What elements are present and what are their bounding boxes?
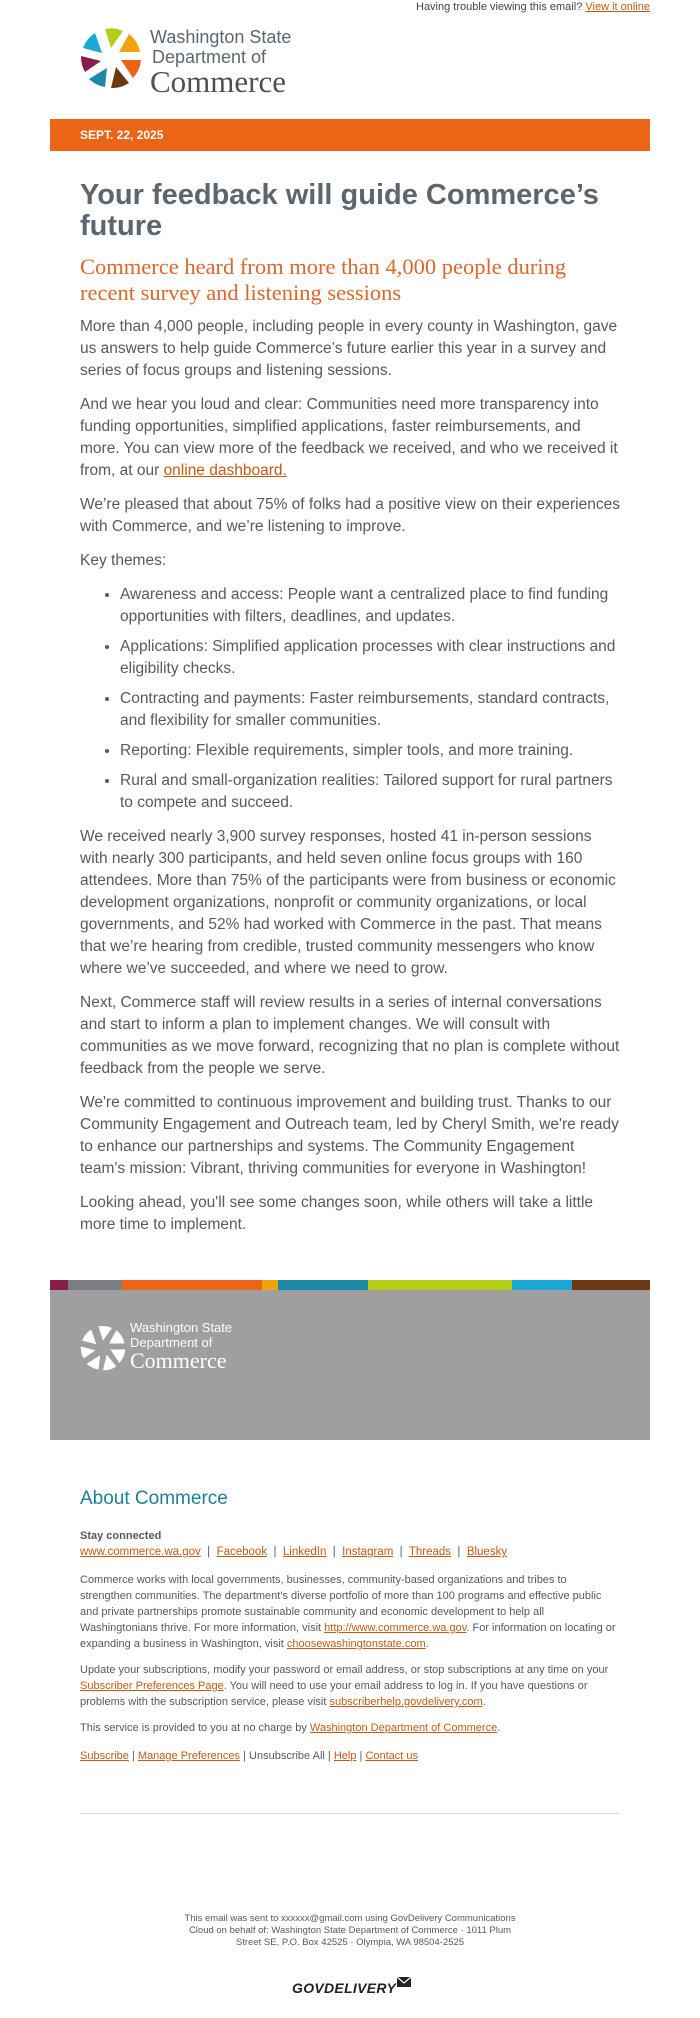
theme-item: • Applications: Simplified application processes with clear instructions and eligibility checks. — [120, 636, 620, 680]
envelope-icon — [396, 1976, 412, 1988]
article-title: Your feedback will guide Commerce’s future — [80, 179, 599, 242]
stripe-segment — [68, 1280, 122, 1290]
theme-item: • Reporting: Flexible requirements, simpler tools, and more training. — [120, 740, 620, 762]
view-online-link[interactable]: View it online — [585, 1, 650, 13]
commerce-logo — [80, 25, 340, 99]
stay-connected-label: Stay connected — [80, 1530, 162, 1542]
threads-link[interactable]: Threads — [408, 1546, 452, 1558]
paragraph-feedback — [80, 394, 620, 482]
linkedin-link[interactable]: LinkedIn — [282, 1546, 327, 1558]
commerce-website-link[interactable]: http://www.commerce.wa.gov — [324, 1622, 467, 1634]
theme-item: • Awareness and access: People want a centralized place to find funding opportunities with filters, deadlines, and updates. — [120, 584, 620, 628]
instagram-link[interactable]: Instagram — [342, 1546, 394, 1558]
key-themes-list — [80, 584, 620, 814]
logo-line-commerce: Commerce — [150, 64, 287, 99]
about-description-text: . For information on locating or expanding a business in Washington, visit — [80, 1622, 616, 1650]
paragraph-positive-view: We’re pleased that about 75% of folks had a positive view on their experiences with Commerce, and we’re listening to improve. — [80, 496, 620, 535]
govdelivery-logo — [292, 1976, 412, 2000]
paragraph-intro: More than 4,000 people, including people in every county in Washington, gave us answers to help guide Commerce’s future earlier this year in a survey and series of focus groups and listening sessions. — [80, 318, 618, 379]
date-text: SEPT. 22, 2025 — [80, 128, 164, 142]
date-banner — [50, 119, 650, 151]
social-links: www.commerce.wa.gov | Facebook | LinkedIn | Instagram | Threads | Bluesky — [80, 1546, 508, 1558]
footer-logo-band — [50, 1290, 650, 1440]
subscription-info-text: . You will need to use your email address to log in. If you have questions or problems with the subscription service, please visit — [80, 1680, 588, 1708]
subscription-info-text: . — [482, 1696, 486, 1708]
contact-us-link[interactable]: Contact us — [365, 1750, 419, 1762]
stripe-segment — [278, 1280, 368, 1290]
help-link[interactable]: Help — [333, 1750, 357, 1762]
footer-divider — [80, 1813, 620, 1814]
footer-logo-line-commerce: Commerce — [130, 1348, 227, 1373]
theme-item: • Rural and small-organization realities: Tailored support for rural partners to compete and succeed. — [120, 770, 620, 814]
subscription-info — [80, 1662, 620, 1710]
footer-logo-line-department: Department of — [130, 1335, 213, 1350]
service-notice-text: This service is provided to you at no charge by — [80, 1722, 310, 1734]
manage-preferences-link[interactable]: Manage Preferences — [137, 1750, 241, 1762]
key-themes-label: Key themes: — [80, 552, 167, 569]
view-online-bar — [416, 0, 650, 14]
online-dashboard-link[interactable]: online dashboard. — [163, 462, 287, 479]
stripe-segment — [512, 1280, 572, 1290]
subscriber-help-link[interactable]: subscriberhelp.govdelivery.com — [329, 1696, 483, 1708]
trouble-viewing-text: Having trouble viewing this email? — [416, 1, 583, 13]
color-stripe — [50, 1280, 650, 1290]
footer-starburst-icon — [80, 1325, 126, 1371]
stripe-segment — [368, 1280, 512, 1290]
about-section — [80, 1488, 620, 1764]
stripe-segment — [122, 1280, 262, 1290]
paragraph-survey-stats: We received nearly 3,900 survey responses, hosted 41 in-person sessions with nearly 300 participants, and held seven online focus groups with 160 attendees. More than 75% of the participants were from business or economic development organizations, nonprofit or community organizations, or local governments, and 52% had worked with Commerce in the past. That means that we’re hearing from credible, trusted community messengers who know where we’ve succeeded, and where we need to grow. — [80, 828, 616, 977]
footer-commerce-logo — [80, 1320, 280, 1375]
service-notice — [80, 1720, 620, 1736]
about-heading: About Commerce — [80, 1488, 228, 1509]
stripe-segment — [50, 1280, 68, 1290]
choose-washington-link[interactable]: choosewashingtonstate.com — [286, 1638, 426, 1650]
paragraph-next-steps: Next, Commerce staff will review results in a series of internal conversations and start to inform a plan to implement changes. We will consult with communities as we move forward, recognizing that no plan is complete without feedback from the people we serve. — [80, 994, 620, 1077]
article-body — [80, 180, 620, 1236]
logo-line-department: Department of — [152, 47, 267, 67]
paragraph-commitment: We're committed to continuous improvement and building trust. Thanks to our Community Engagement and Outreach team, led by Cheryl Smith, we're ready to enhance our partnerships and systems. The Community Engagement team's mission: Vibrant, thriving communities for everyone in Washington! — [80, 1094, 619, 1177]
theme-item: • Contracting and payments: Faster reimbursements, standard contracts, and flexibility for smaller communities. — [120, 688, 620, 732]
subscription-info-text: Update your subscriptions, modify your password or email address, or stop subscriptions at any time on your — [80, 1664, 609, 1676]
website-link[interactable]: www.commerce.wa.gov — [80, 1546, 201, 1558]
logo-line-state: Washington State — [150, 27, 292, 47]
footer-logo-line-state: Washington State — [130, 1320, 233, 1335]
bluesky-link[interactable]: Bluesky — [466, 1546, 508, 1558]
sent-notice: This email was sent to xxxxxx@gmail.com using GovDelivery Communications Cloud on behalf of: Washington State Department of Commerce · 1011 Plum Street SE, P.O. Box 42525 · Olympia, WA 98504-2525 — [184, 1913, 516, 1948]
about-description-text: Commerce works with local governments, businesses, community-based organizations and tribes to strengthen communities. The department's diverse portfolio of more than 100 programs and effective public and private partnerships promote sustainable community and economic development to help all Washingtonians thrive. For more information, visit — [80, 1574, 602, 1634]
service-notice-text: . — [497, 1722, 501, 1734]
commerce-starburst-icon — [80, 27, 142, 89]
unsubscribe-all-text[interactable]: Unsubscribe All — [249, 1750, 325, 1762]
paragraph-feedback-text: And we hear you loud and clear: Communities need more transparency into funding opportunities, simplified applications, faster reimbursements, and more. You can view more of the feedback we received, and who we received it from, at our — [80, 396, 618, 479]
stripe-segment — [572, 1280, 650, 1290]
subscriber-preferences-link[interactable]: Subscriber Preferences Page — [80, 1680, 224, 1692]
govdelivery-wordmark: GOVDELIVERY — [292, 1980, 397, 1996]
subscribe-link[interactable]: Subscribe — [80, 1750, 129, 1762]
about-description-text: . — [425, 1638, 429, 1650]
commerce-department-link[interactable]: Washington Department of Commerce — [309, 1722, 498, 1734]
article-subtitle: Commerce heard from more than 4,000 people during recent survey and listening sessions — [80, 254, 567, 305]
stripe-segment — [262, 1280, 278, 1290]
paragraph-looking-ahead: Looking ahead, you'll see some changes soon, while others will take a little more time to implement. — [80, 1194, 594, 1233]
facebook-link[interactable]: Facebook — [216, 1546, 268, 1558]
manage-links: Subscribe | Manage Preferences | Unsubscribe All | Help | Contact us — [80, 1750, 419, 1762]
about-description — [80, 1572, 620, 1652]
